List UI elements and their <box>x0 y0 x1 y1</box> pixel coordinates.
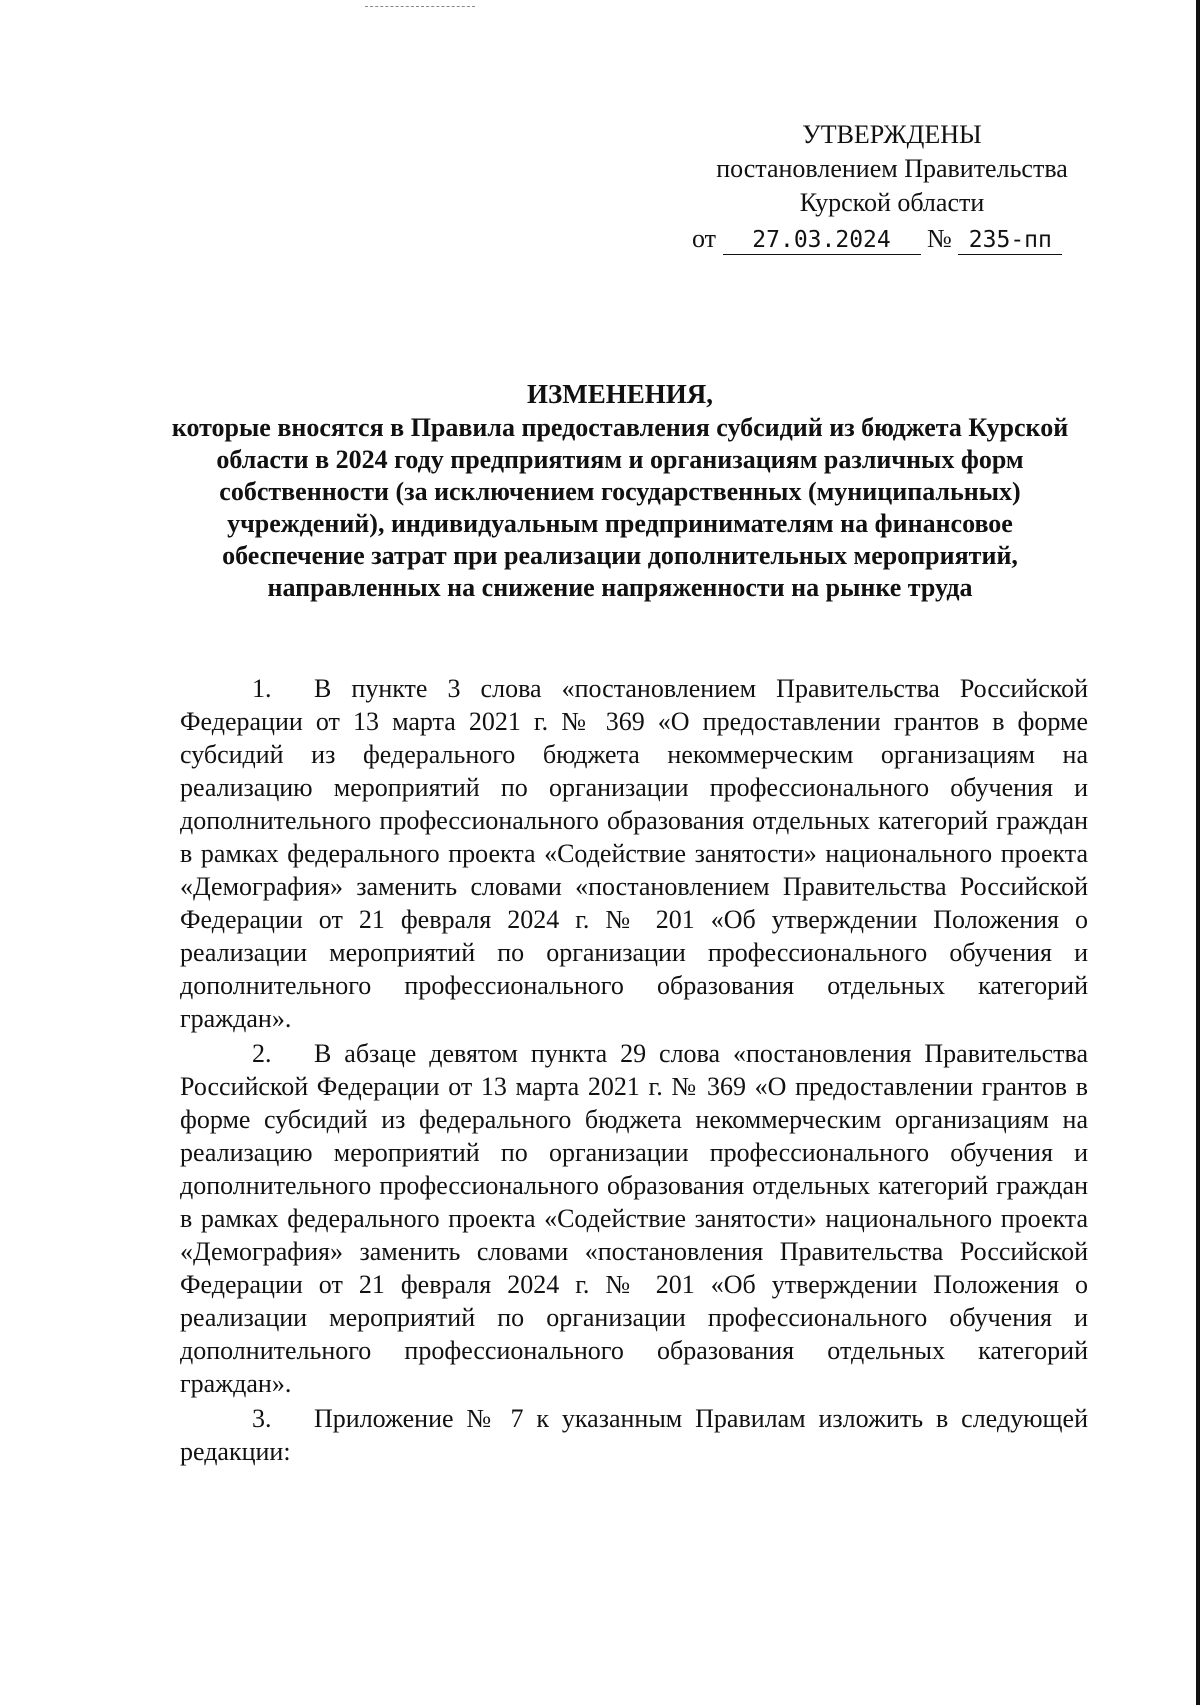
date-from-label: от <box>692 224 717 253</box>
paragraph-number: 3. <box>252 1404 272 1433</box>
paragraph-number: 2. <box>252 1039 272 1068</box>
scan-edge <box>1196 0 1200 1705</box>
approval-date-line <box>692 222 1092 256</box>
paragraph-text: В абзаце девятом пункта 29 слова «постановления Правительства Российской Федерации от 13 марта 2021 г. № 369 «О предоставлении грантов в форме субсидий из федерального бюджета некоммерческим организациям на реализацию мероприятий по организации профессионального обучения и дополнительного профессионального образования отдельных категорий граждан в рамках федерального проекта «Содействие занятости» национального проекта «Демография» заменить словами «постановления Правительства Российской Федерации от 21 февраля 2024 г. № 201 «Об утверждении Положения о реализации мероприятий по организации профессионального обучения и дополнительного профессионального образования отдельных категорий граждан». <box>180 1039 1088 1398</box>
paragraph-2 <box>180 1037 1088 1400</box>
number-label: № <box>927 224 952 253</box>
document-title: ИЗМЕНЕНИЯ, <box>526 379 713 409</box>
approval-authority: постановлением Правительства <box>716 154 1068 183</box>
paragraph-3 <box>180 1402 1088 1468</box>
approval-title: УТВЕРЖДЕНЫ <box>802 120 982 149</box>
approval-stamp <box>692 118 1092 256</box>
paragraph-text: В пункте 3 слова «постановлением Правительства Российской Федерации от 13 марта 2021 г. № 369 «О предоставлении грантов в форме субсидий из федерального бюджета некоммерческим организациям на реализацию мероприятий по организации профессионального обучения и дополнительного профессионального образования отдельных категорий граждан в рамках федерального проекта «Содействие занятости» национального проекта «Демография» заменить словами «постановлением Правительства Российской Федерации от 21 февраля 2024 г. № 201 «Об утверждении Положения о реализации мероприятий по организации профессионального обучения и дополнительного профессионального образования отдельных категорий граждан». <box>180 674 1088 1033</box>
document-body <box>180 672 1088 1470</box>
document-subtitle: которые вносятся в Правила предоставления субсидий из бюджета Курской области в 2024 году предприятиям и организациям различных форм собственности (за исключением государственных (муниципальных) учреждений), индивидуальным предпринимателям на финансовое обеспечение затрат при реализации дополнительных мероприятий, направленных на снижение напряженности на рынке труда <box>171 413 1069 602</box>
approval-number: 235-пп <box>958 226 1062 255</box>
scan-artifact <box>365 6 475 10</box>
paragraph-number: 1. <box>252 674 272 703</box>
paragraph-1 <box>180 672 1088 1035</box>
paragraph-text: Приложение № 7 к указанным Правилам изложить в следующей редакции: <box>180 1404 1088 1466</box>
approval-region: Курской области <box>799 188 985 217</box>
approval-date: 27.03.2024 <box>723 226 921 255</box>
document-heading <box>170 378 1070 604</box>
